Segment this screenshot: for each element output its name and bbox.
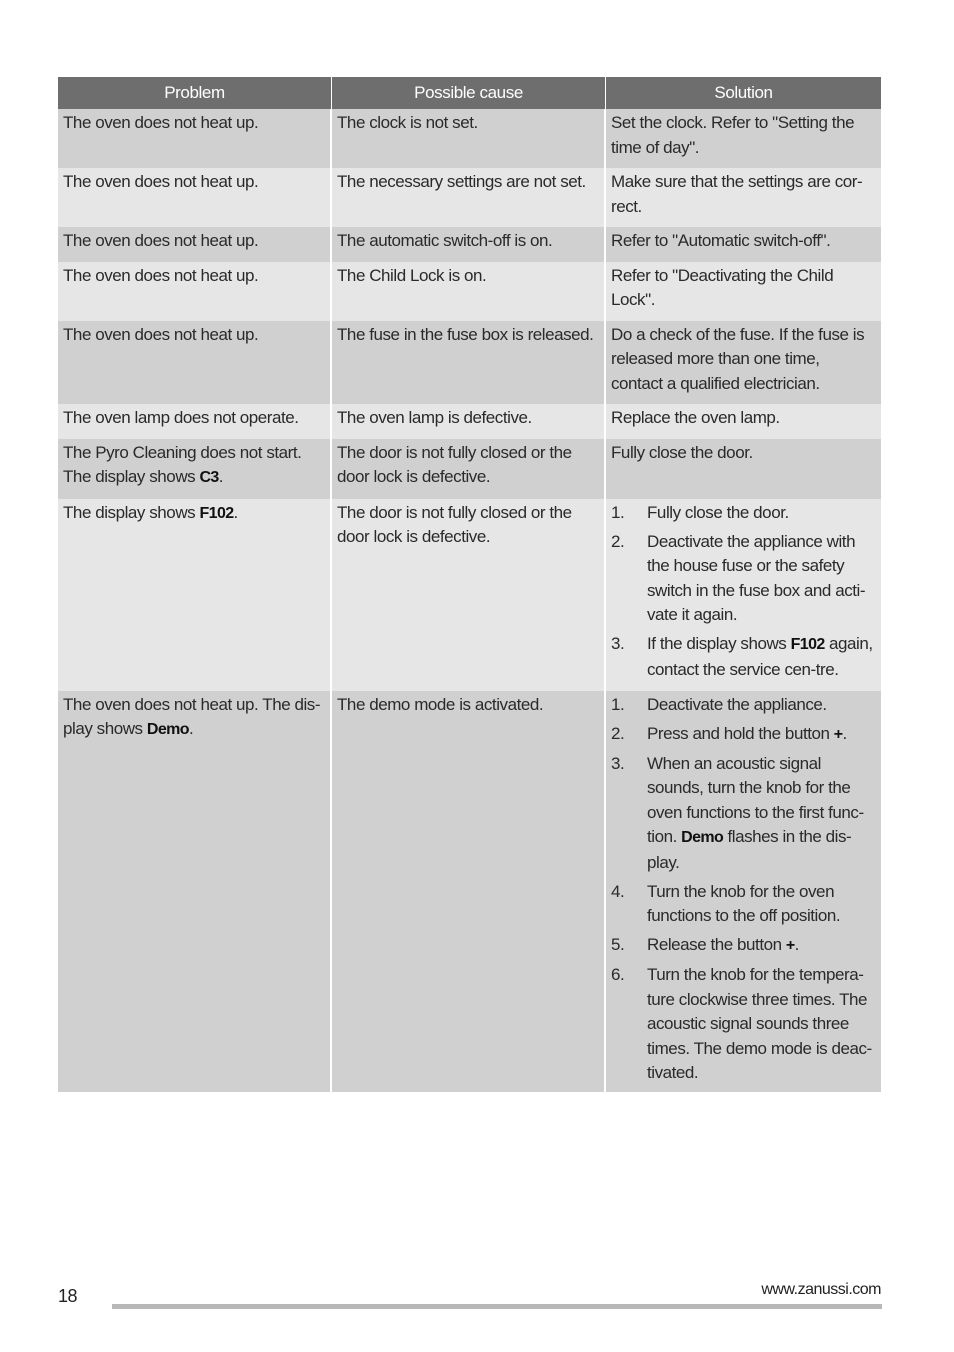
step-text [647, 933, 873, 959]
page-number: 18 [58, 1286, 78, 1306]
solution-cell: Refer to "Automatic switch-off". [606, 227, 881, 262]
step-text-start: If the display shows [647, 634, 791, 653]
step-text-end: flashes in the dis-play. [647, 827, 852, 872]
solution-cell [606, 691, 881, 1093]
step-text-start: Release the button [647, 935, 786, 954]
problem-cell: The oven does not heat up. [58, 168, 332, 227]
problem-cell [58, 499, 332, 691]
step-number: 3. [611, 753, 625, 773]
problem-text-end: . [233, 502, 238, 522]
step-number: 4. [611, 881, 625, 901]
step-item [611, 880, 873, 929]
step-text [647, 632, 873, 682]
cause-cell: The clock is not set. [332, 109, 606, 168]
display-code: Demo [146, 721, 189, 738]
display-code: Demo [681, 829, 724, 846]
solution-cell: Make sure that the settings are cor-rect. [606, 168, 881, 227]
step-item [611, 693, 873, 718]
solution-cell: Replace the oven lamp. [606, 404, 881, 439]
step-item [611, 722, 873, 748]
step-text [647, 752, 873, 876]
step-number: 1. [611, 502, 625, 522]
step-text: Deactivate the appliance with the house fuse or the safety switch in the fuse box and acti-vate it again. [647, 531, 866, 624]
display-code: F102 [790, 636, 825, 653]
header-possible-cause: Possible cause [332, 77, 606, 109]
problem-cell: The oven does not heat up. [58, 262, 332, 321]
step-item [611, 501, 873, 526]
step-number: 2. [611, 723, 625, 743]
solution-cell [606, 499, 881, 691]
header-problem: Problem [58, 77, 332, 109]
step-item [611, 963, 873, 1086]
step-text-start: Press and hold the button [647, 723, 834, 743]
cause-cell: The oven lamp is defective. [332, 404, 606, 439]
problem-text-end: . [218, 467, 224, 486]
problem-cell: The oven does not heat up. [58, 227, 332, 262]
step-text: Turn the knob for the oven functions to the off position. [647, 881, 841, 925]
problem-cell: The oven does not heat up. [58, 321, 332, 405]
step-number: 3. [611, 634, 625, 653]
step-text-end: . [794, 935, 799, 954]
problem-cell [58, 439, 332, 499]
step-text: Deactivate the appliance. [647, 694, 827, 714]
step-text [647, 722, 873, 748]
button-symbol: + [785, 937, 795, 954]
cause-cell: The automatic switch-off is on. [332, 227, 606, 262]
step-text-end: again, contact the service cen-tre. [647, 634, 873, 679]
step-number: 2. [611, 531, 625, 551]
solution-cell: Do a check of the fuse. If the fuse is released more than one time, contact a qualified electrician. [606, 321, 881, 405]
solution-cell: Refer to "Deactivating the Child Lock". [606, 262, 881, 321]
cause-cell: The door is not fully closed or the door lock is defective. [332, 499, 606, 691]
step-item [611, 530, 873, 628]
step-item [611, 752, 873, 876]
cause-cell: The necessary settings are not set. [332, 168, 606, 227]
step-text: Fully close the door. [647, 502, 789, 522]
problem-text: The oven does not heat up. The dis-play shows [63, 694, 321, 738]
footer-divider [112, 1304, 882, 1309]
step-item [611, 632, 873, 682]
solution-cell: Set the clock. Refer to "Setting the time of day". [606, 109, 881, 168]
problem-text: The Pyro Cleaning does not start. The display shows [63, 442, 302, 486]
button-symbol: + [833, 725, 843, 743]
solution-steps [611, 501, 873, 683]
solution-steps [611, 693, 873, 1086]
display-code: F102 [199, 504, 234, 522]
problem-text: The display shows [63, 502, 200, 522]
troubleshooting-table [58, 77, 881, 1092]
display-code: C3 [199, 469, 219, 486]
problem-text-end: . [188, 719, 194, 738]
header-solution: Solution [606, 77, 881, 109]
step-number: 1. [611, 694, 625, 714]
problem-cell: The oven lamp does not operate. [58, 404, 332, 439]
step-text-start: When an acoustic signal sounds, turn the knob for the oven functions to the first func-tion. [647, 753, 864, 846]
step-number: 6. [611, 965, 625, 984]
problem-cell [58, 691, 332, 1093]
problem-cell: The oven does not heat up. [58, 109, 332, 168]
step-number: 5. [611, 935, 625, 954]
solution-cell: Fully close the door. [606, 439, 881, 499]
cause-cell: The fuse in the fuse box is released. [332, 321, 606, 405]
website-url: www.zanussi.com [761, 1281, 881, 1298]
cause-cell: The demo mode is activated. [332, 691, 606, 1093]
step-item [611, 933, 873, 959]
cause-cell: The Child Lock is on. [332, 262, 606, 321]
step-text: Turn the knob for the tempera-ture clockwise three times. The acoustic signal sounds three times. The demo mode is deac-tivated. [647, 965, 872, 1082]
step-text-end: . [842, 723, 847, 743]
cause-cell: The door is not fully closed or the door lock is defective. [332, 439, 606, 499]
